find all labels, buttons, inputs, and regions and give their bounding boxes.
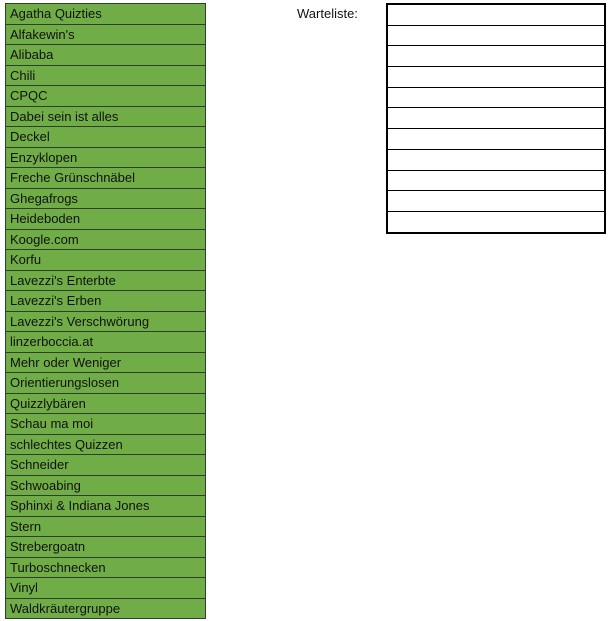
team-cell[interactable]: schlechtes Quizzen: [6, 435, 205, 456]
team-cell[interactable]: linzerboccia.at: [6, 332, 205, 353]
team-cell[interactable]: Mehr oder Weniger: [6, 353, 205, 374]
team-cell[interactable]: Lavezzi's Enterbte: [6, 271, 205, 292]
waitlist-label: Warteliste:: [297, 6, 358, 21]
team-cell[interactable]: Schau ma moi: [6, 414, 205, 435]
team-cell[interactable]: Stern: [6, 517, 205, 538]
team-cell[interactable]: Freche Grünschnäbel: [6, 168, 205, 189]
team-cell[interactable]: Alfakewin's: [6, 25, 205, 46]
team-cell[interactable]: Heideboden: [6, 209, 205, 230]
team-cell[interactable]: Dabei sein ist alles: [6, 107, 205, 128]
team-cell[interactable]: Schwoabing: [6, 476, 205, 497]
waitlist-cell[interactable]: [388, 88, 604, 109]
waitlist-cell[interactable]: [388, 191, 604, 212]
waitlist-cell[interactable]: [388, 171, 604, 192]
team-cell[interactable]: Quizzlybären: [6, 394, 205, 415]
team-cell[interactable]: Strebergoatn: [6, 537, 205, 558]
team-list: [5, 3, 206, 619]
waitlist-cell[interactable]: [388, 46, 604, 67]
team-cell[interactable]: Koogle.com: [6, 230, 205, 251]
team-cell[interactable]: Ghegafrogs: [6, 189, 205, 210]
waitlist-table: [386, 3, 606, 234]
team-cell[interactable]: Vinyl: [6, 578, 205, 599]
team-cell[interactable]: Alibaba: [6, 45, 205, 66]
waitlist-cell[interactable]: [388, 108, 604, 129]
team-cell[interactable]: Korfu: [6, 250, 205, 271]
waitlist-cell[interactable]: [388, 212, 604, 232]
team-cell[interactable]: Agatha Quizties: [6, 4, 205, 25]
team-cell[interactable]: CPQC: [6, 86, 205, 107]
team-cell[interactable]: Sphinxi & Indiana Jones: [6, 496, 205, 517]
waitlist-cell[interactable]: [388, 5, 604, 26]
team-cell[interactable]: Waldkräutergruppe: [6, 599, 205, 620]
team-cell[interactable]: Schneider: [6, 455, 205, 476]
team-cell[interactable]: Orientierungslosen: [6, 373, 205, 394]
team-cell[interactable]: Chili: [6, 66, 205, 87]
waitlist-cell[interactable]: [388, 67, 604, 88]
team-cell[interactable]: Lavezzi's Erben: [6, 291, 205, 312]
team-cell[interactable]: Enzyklopen: [6, 148, 205, 169]
waitlist-cell[interactable]: [388, 150, 604, 171]
waitlist-cell[interactable]: [388, 129, 604, 150]
team-cell[interactable]: Deckel: [6, 127, 205, 148]
waitlist-cell[interactable]: [388, 26, 604, 47]
team-cell[interactable]: Turboschnecken: [6, 558, 205, 579]
team-cell[interactable]: Lavezzi's Verschwörung: [6, 312, 205, 333]
